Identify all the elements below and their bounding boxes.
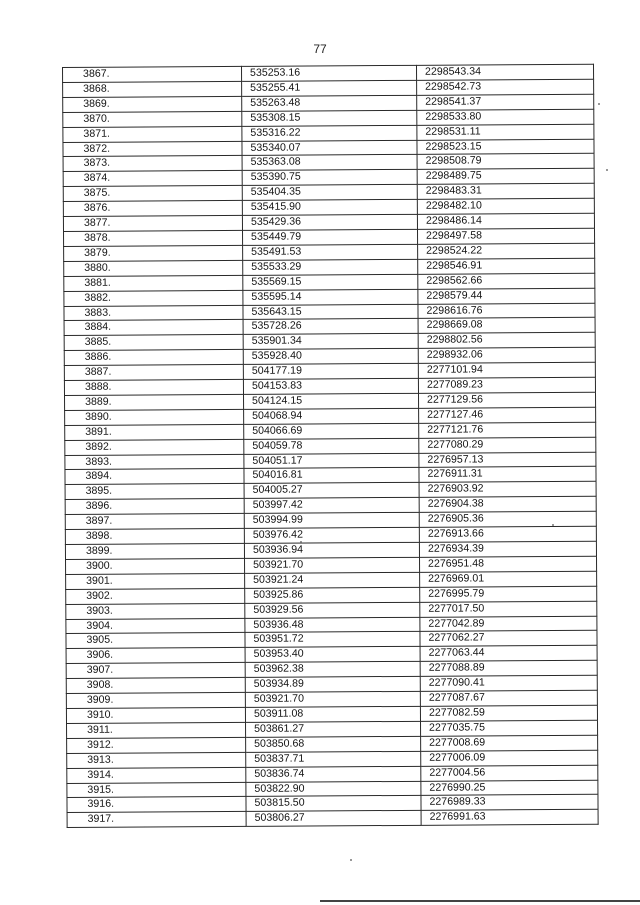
northing-cell: 2298523.15 [417, 139, 594, 155]
serial-number-cell: 3887. [64, 365, 243, 381]
serial-number-cell: 3901. [66, 573, 245, 589]
serial-number-cell: 3904. [66, 618, 245, 634]
northing-cell: 2298541.37 [417, 94, 594, 110]
easting-cell: 535363.08 [242, 155, 417, 171]
easting-cell: 504059.78 [244, 438, 419, 454]
serial-number-cell: 3896. [65, 499, 244, 515]
northing-cell: 2276934.39 [419, 541, 596, 557]
easting-cell: 503929.56 [245, 602, 420, 618]
northing-cell: 2298483.31 [417, 184, 594, 200]
scan-speck [350, 859, 352, 861]
serial-number-cell: 3914. [67, 767, 246, 783]
serial-number-cell: 3899. [65, 543, 244, 559]
easting-cell: 503936.94 [244, 542, 419, 558]
easting-cell: 535316.22 [242, 125, 417, 141]
northing-cell: 2298531.11 [417, 124, 594, 140]
northing-cell: 2277035.75 [421, 720, 598, 736]
easting-cell: 503911.08 [245, 706, 420, 722]
northing-cell: 2277006.09 [421, 750, 598, 766]
easting-cell: 535308.15 [242, 110, 417, 126]
northing-cell: 2276989.33 [421, 795, 598, 811]
easting-cell: 535928.40 [243, 349, 418, 365]
northing-cell: 2276995.79 [420, 586, 597, 602]
northing-cell: 2277121.76 [419, 422, 596, 438]
northing-cell: 2298497.58 [417, 228, 594, 244]
easting-cell: 503921.24 [245, 572, 420, 588]
northing-cell: 2277063.44 [420, 646, 597, 662]
serial-number-cell: 3870. [63, 111, 242, 127]
easting-cell: 535491.53 [243, 244, 418, 260]
northing-cell: 2298669.08 [418, 318, 595, 334]
easting-cell: 504153.83 [243, 378, 418, 394]
serial-number-cell: 3877. [63, 215, 242, 231]
serial-number-cell: 3905. [66, 633, 245, 649]
easting-cell: 535429.36 [242, 214, 417, 230]
easting-cell: 504016.81 [244, 468, 419, 484]
northing-cell: 2276904.38 [419, 497, 596, 513]
serial-number-cell: 3880. [64, 260, 243, 276]
northing-cell: 2298802.56 [418, 333, 595, 349]
page-number: 77 [313, 42, 327, 56]
easting-cell: 503806.27 [246, 811, 421, 827]
serial-number-cell: 3882. [64, 290, 243, 306]
northing-cell: 2276905.36 [419, 511, 596, 527]
serial-number-cell: 3894. [65, 469, 244, 485]
scan-speck [606, 169, 608, 171]
northing-cell: 2298533.80 [417, 109, 594, 125]
easting-cell: 504124.15 [244, 393, 419, 409]
easting-cell: 503934.89 [245, 676, 420, 692]
easting-cell: 535390.75 [242, 170, 417, 186]
easting-cell: 503994.99 [244, 513, 419, 529]
serial-number-cell: 3868. [63, 81, 242, 97]
northing-cell: 2277008.69 [421, 735, 598, 751]
northing-cell: 2277080.29 [419, 437, 596, 453]
serial-number-cell: 3867. [63, 66, 242, 82]
scan-speck [552, 524, 554, 526]
easting-cell: 503837.71 [246, 751, 421, 767]
serial-number-cell: 3871. [63, 126, 242, 142]
serial-number-cell: 3915. [67, 782, 246, 798]
serial-number-cell: 3875. [63, 186, 242, 202]
serial-number-cell: 3902. [66, 588, 245, 604]
serial-number-cell: 3897. [65, 514, 244, 530]
easting-cell: 504005.27 [244, 483, 419, 499]
serial-number-cell: 3878. [64, 230, 243, 246]
serial-number-cell: 3881. [64, 275, 243, 291]
serial-number-cell: 3884. [64, 320, 243, 336]
serial-number-cell: 3891. [65, 424, 244, 440]
northing-cell: 2277101.94 [418, 362, 595, 378]
serial-number-cell: 3889. [65, 394, 244, 410]
easting-cell: 503822.90 [246, 781, 421, 797]
northing-cell: 2276957.13 [419, 452, 596, 468]
northing-cell: 2277089.23 [418, 377, 595, 393]
serial-number-cell: 3885. [64, 335, 243, 351]
northing-cell: 2276990.25 [421, 780, 598, 796]
easting-cell: 535253.16 [241, 65, 416, 81]
northing-cell: 2277090.41 [420, 675, 597, 691]
easting-cell: 503962.38 [245, 662, 420, 678]
serial-number-cell: 3872. [63, 141, 242, 157]
easting-cell: 503861.27 [246, 721, 421, 737]
serial-number-cell: 3876. [63, 201, 242, 217]
easting-cell: 503976.42 [244, 527, 419, 543]
northing-cell: 2298932.06 [418, 347, 595, 363]
serial-number-cell: 3892. [65, 439, 244, 455]
northing-cell: 2298579.44 [418, 288, 595, 304]
easting-cell: 503921.70 [245, 557, 420, 573]
easting-cell: 503951.72 [245, 632, 420, 648]
easting-cell: 503836.74 [246, 766, 421, 782]
northing-cell: 2298562.66 [418, 273, 595, 289]
easting-cell: 504068.94 [244, 408, 419, 424]
easting-cell: 535255.41 [242, 80, 417, 96]
northing-cell: 2276911.31 [419, 467, 596, 483]
easting-cell: 503997.42 [244, 498, 419, 514]
northing-cell: 2298482.10 [417, 198, 594, 214]
serial-number-cell: 3898. [65, 528, 244, 544]
serial-number-cell: 3913. [67, 752, 246, 768]
serial-number-cell: 3906. [66, 648, 245, 664]
easting-cell: 503815.50 [246, 796, 421, 812]
scan-speck [598, 103, 600, 105]
easting-cell: 535643.15 [243, 304, 418, 320]
serial-number-cell: 3911. [67, 722, 246, 738]
coordinates-table-wrapper [62, 64, 581, 828]
easting-cell: 535340.07 [242, 140, 417, 156]
northing-cell: 2298543.34 [416, 64, 593, 80]
serial-number-cell: 3900. [66, 558, 245, 574]
northing-cell: 2277129.56 [418, 392, 595, 408]
serial-number-cell: 3895. [65, 484, 244, 500]
northing-cell: 2276903.92 [419, 482, 596, 498]
northing-cell: 2277042.89 [420, 616, 597, 632]
northing-cell: 2298524.22 [418, 243, 595, 259]
serial-number-cell: 3888. [64, 379, 243, 395]
serial-number-cell: 3903. [66, 603, 245, 619]
serial-number-cell: 3908. [66, 678, 245, 694]
northing-cell: 2298616.76 [418, 303, 595, 319]
easting-cell: 535569.15 [243, 274, 418, 290]
serial-number-cell: 3917. [67, 812, 246, 828]
easting-cell: 535263.48 [242, 95, 417, 111]
northing-cell: 2277127.46 [419, 407, 596, 423]
northing-cell: 2298486.14 [417, 213, 594, 229]
serial-number-cell: 3873. [63, 156, 242, 172]
serial-number-cell: 3910. [66, 707, 245, 723]
northing-cell: 2277017.50 [420, 601, 597, 617]
serial-number-cell: 3869. [63, 96, 242, 112]
easting-cell: 535901.34 [243, 334, 418, 350]
easting-cell: 504177.19 [243, 363, 418, 379]
easting-cell: 503953.40 [245, 647, 420, 663]
northing-cell: 2277004.56 [421, 765, 598, 781]
northing-cell: 2298542.73 [417, 79, 594, 95]
serial-number-cell: 3890. [65, 409, 244, 425]
northing-cell: 2277082.59 [420, 705, 597, 721]
serial-number-cell: 3874. [63, 171, 242, 187]
serial-number-cell: 3893. [65, 454, 244, 470]
easting-cell: 535595.14 [243, 289, 418, 305]
easting-cell: 535404.35 [242, 185, 417, 201]
serial-number-cell: 3886. [64, 350, 243, 366]
northing-cell: 2277088.89 [420, 660, 597, 676]
coordinates-table-body [63, 64, 599, 827]
easting-cell: 535415.90 [242, 199, 417, 215]
serial-number-cell: 3909. [66, 692, 245, 708]
easting-cell: 535449.79 [243, 229, 418, 245]
serial-number-cell: 3912. [67, 737, 246, 753]
scan-speck [300, 541, 302, 543]
table-row [67, 810, 598, 828]
easting-cell: 503936.48 [245, 617, 420, 633]
easting-cell: 535533.29 [243, 259, 418, 275]
easting-cell: 503925.86 [245, 587, 420, 603]
scan-edge-line [320, 900, 640, 902]
easting-cell: 503850.68 [246, 736, 421, 752]
northing-cell: 2298489.75 [417, 169, 594, 185]
easting-cell: 504051.17 [244, 453, 419, 469]
northing-cell: 2298508.79 [417, 154, 594, 170]
northing-cell: 2276951.48 [420, 556, 597, 572]
northing-cell: 2276991.63 [421, 810, 598, 826]
serial-number-cell: 3879. [64, 245, 243, 261]
easting-cell: 535728.26 [243, 319, 418, 335]
serial-number-cell: 3883. [64, 305, 243, 321]
easting-cell: 504066.69 [244, 423, 419, 439]
coordinates-table [62, 64, 599, 828]
easting-cell: 503921.70 [245, 691, 420, 707]
northing-cell: 2298546.91 [418, 258, 595, 274]
northing-cell: 2276969.01 [420, 571, 597, 587]
northing-cell: 2276913.66 [419, 526, 596, 542]
northing-cell: 2277062.27 [420, 631, 597, 647]
serial-number-cell: 3907. [66, 663, 245, 679]
serial-number-cell: 3916. [67, 797, 246, 813]
northing-cell: 2277087.67 [420, 690, 597, 706]
